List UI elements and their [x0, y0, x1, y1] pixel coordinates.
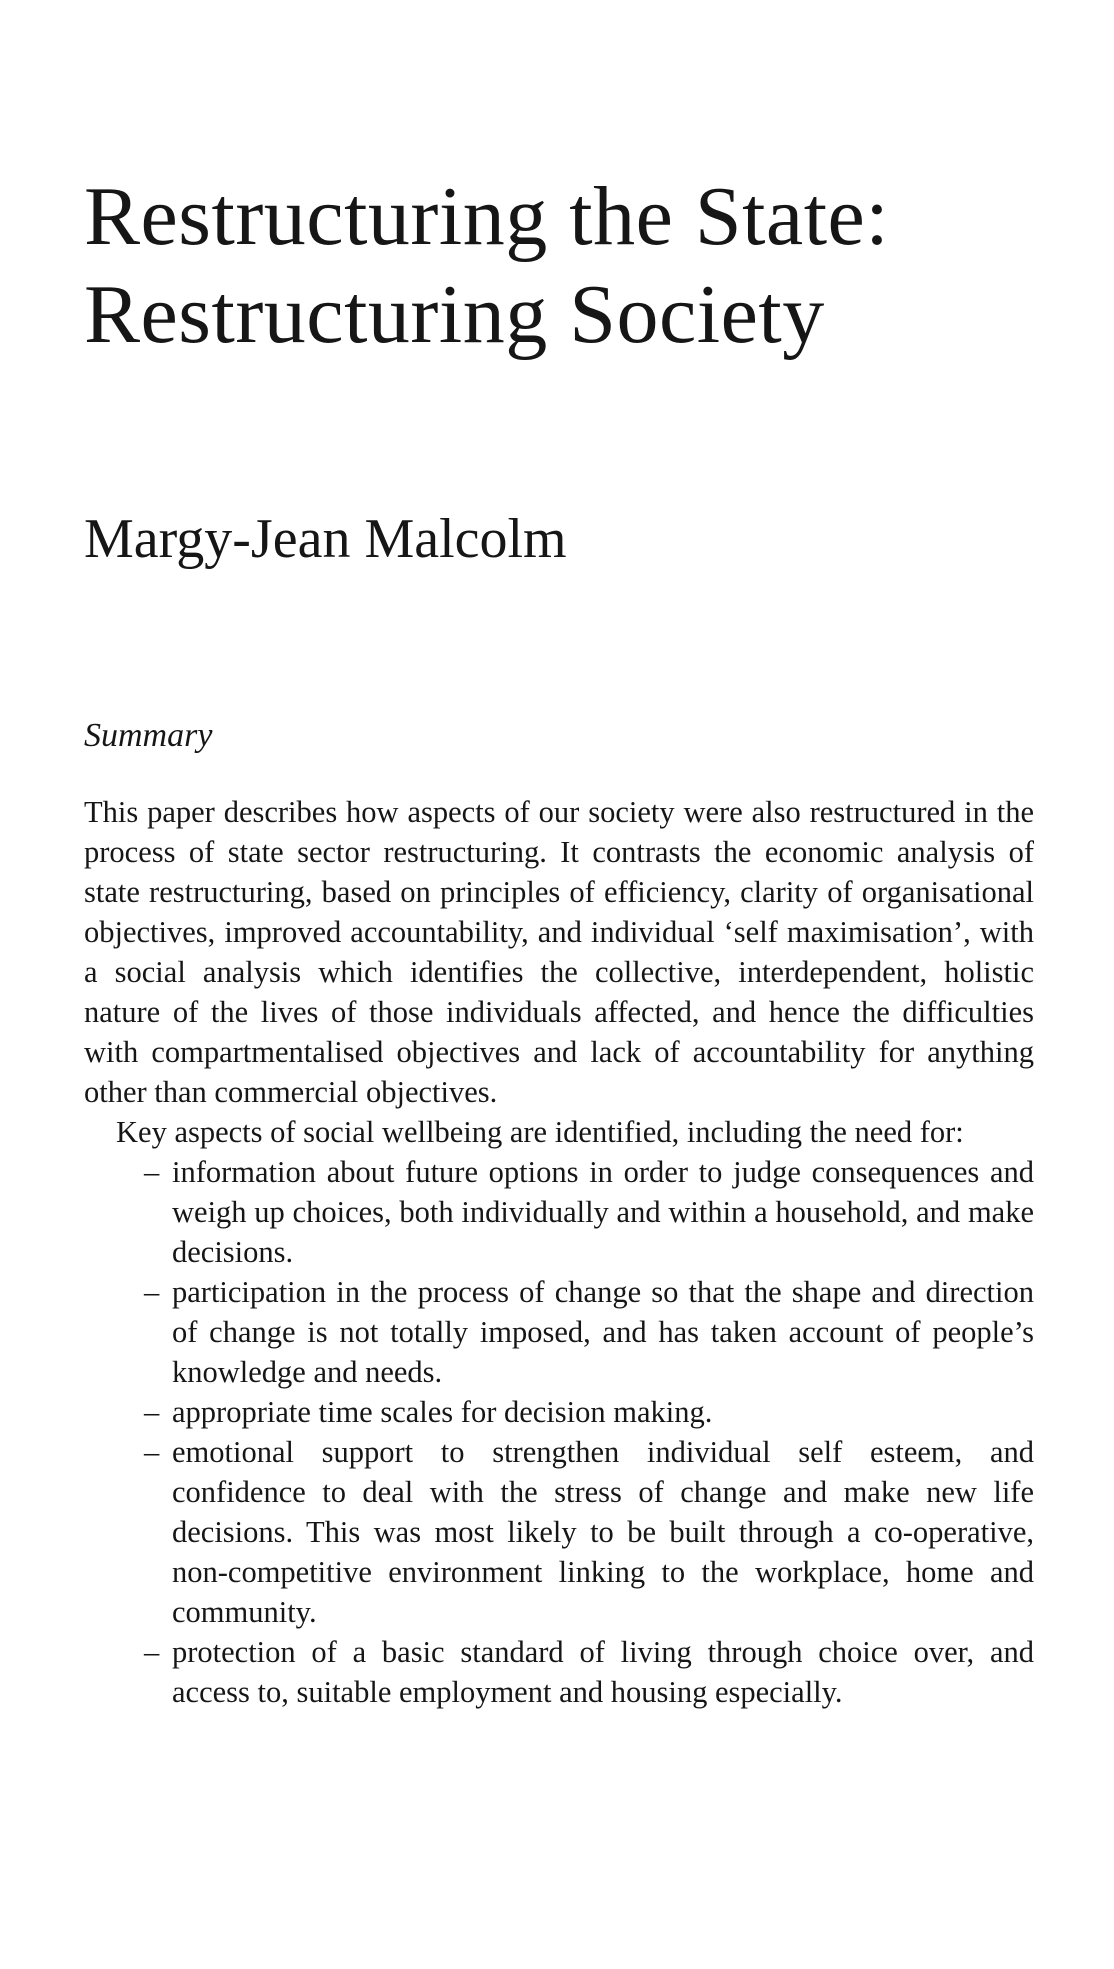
summary-heading: Summary: [84, 717, 213, 754]
list-dash: –: [144, 1275, 160, 1309]
list-item: [144, 1152, 1034, 1272]
paper-title-line-1: Restructuring the State:: [84, 170, 890, 263]
list-item: [144, 1272, 1034, 1392]
list-item: [144, 1432, 1034, 1632]
list-item-text: emotional support to strengthen individual self esteem, and confidence to deal with the stress of change and make new life decisions. This was most likely to be built through a co-operative, non-competitive environment linking to the workplace, home and community.: [172, 1435, 1034, 1629]
needs-list: [84, 1152, 1034, 1712]
list-item: [144, 1632, 1034, 1712]
list-item-text: participation in the process of change so that the shape and direction of change is not totally imposed, and has taken account of people’s knowledge and needs.: [172, 1275, 1034, 1389]
list-item: [144, 1392, 1034, 1432]
list-dash: –: [144, 1635, 160, 1669]
list-dash: –: [144, 1395, 160, 1429]
list-item-text: information about future options in order to judge consequences and weigh up choices, both individually and within a household, and make decisions.: [172, 1155, 1034, 1269]
list-item-text: appropriate time scales for decision making.: [172, 1395, 713, 1429]
author-name: Margy-Jean Malcolm: [84, 508, 567, 570]
list-dash: –: [144, 1435, 160, 1469]
summary-paragraph-1: This paper describes how aspects of our society were also restructured in the process of state sector restructuring. It contrasts the economic analysis of state restructuring, based on principles of efficiency, clarity of organisational objectives, improved accountability, and individual ‘self maximisation’, with a social analysis which identifies the collective, interdependent, holistic nature of the lives of those individuals affected, and hence the difficulties with compartmentalised objectives and lack of accountability for anything other than commercial objectives.: [84, 795, 1034, 1109]
paper-title-line-2: Restructuring Society: [84, 268, 825, 361]
summary-body: [84, 792, 1034, 1712]
paper-title: [84, 168, 889, 364]
list-item-text: protection of a basic standard of living through choice over, and access to, suitable employment and housing especially.: [172, 1635, 1034, 1709]
list-dash: –: [144, 1155, 160, 1189]
summary-paragraph-2: Key aspects of social wellbeing are identified, including the need for:: [116, 1115, 964, 1149]
